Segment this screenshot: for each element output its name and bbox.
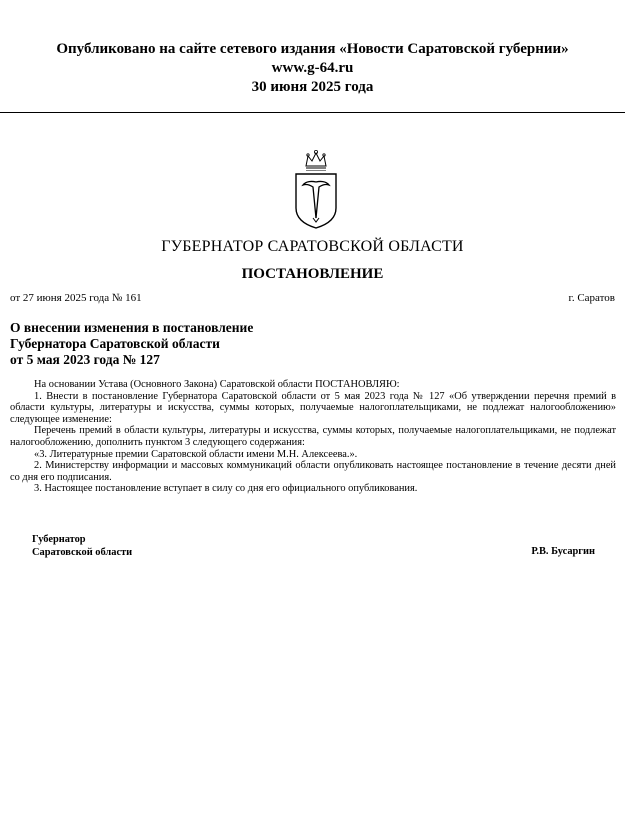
date-and-number: от 27 июня 2025 года № 161 (10, 292, 142, 304)
subject-line: от 5 мая 2023 года № 127 (10, 352, 160, 367)
body-paragraph: 3. Настоящее постановление вступает в силу со дня его официального опубликования. (34, 483, 418, 495)
publication-site: www.g-64.ru (271, 60, 354, 76)
publication-date: 30 июня 2025 года (251, 79, 374, 95)
publication-line: Опубликовано на сайте сетевого издания «Новости Саратовской губернии» (56, 41, 569, 57)
publication-header (0, 40, 625, 97)
signatory-position (32, 533, 132, 559)
signatory-name: Р.В. Бусаргин (531, 546, 595, 557)
position-line: Саратовской области (32, 547, 133, 558)
header-divider (0, 112, 625, 113)
saratov-coat-of-arms-icon (293, 148, 339, 230)
document-body (10, 379, 616, 495)
dateline (10, 292, 615, 304)
position-line: Губернатор (32, 534, 86, 545)
subject-line: О внесении изменения в постановление (10, 320, 254, 335)
body-paragraph: 2. Министерству информации и массовых коммуникаций области опубликовать настоящее постановление в течение десяти дней со дня его подписания. (10, 460, 616, 483)
body-paragraph: 1. Внести в постановление Губернатора Саратовской области от 5 мая 2023 года № 127 «Об утверждении перечня премий в области культуры, литературы и искусства, суммы которых, получаемые налогоплательщиками, не подлежат налогообложению» следующее изменение: (10, 390, 616, 425)
subject-line: Губернатора Саратовской области (10, 336, 220, 351)
body-paragraph: На основании Устава (Основного Закона) Саратовской области ПОСТАНОВЛЯЮ: (34, 379, 400, 390)
place: г. Саратов (568, 292, 615, 304)
document-type: ПОСТАНОВЛЕНИЕ (241, 266, 384, 282)
authority-title: ГУБЕРНАТОР САРАТОВСКОЙ ОБЛАСТИ (161, 238, 464, 255)
body-paragraph: Перечень премий в области культуры, литературы и искусства, суммы которых, получаемые налогоплательщиками, не подлежат налогообложению, дополнить пунктом 3 следующего содержания: (10, 425, 616, 448)
document-subject (10, 320, 410, 368)
body-paragraph: «3. Литературные премии Саратовской области имени М.Н. Алексеева.». (34, 448, 358, 460)
